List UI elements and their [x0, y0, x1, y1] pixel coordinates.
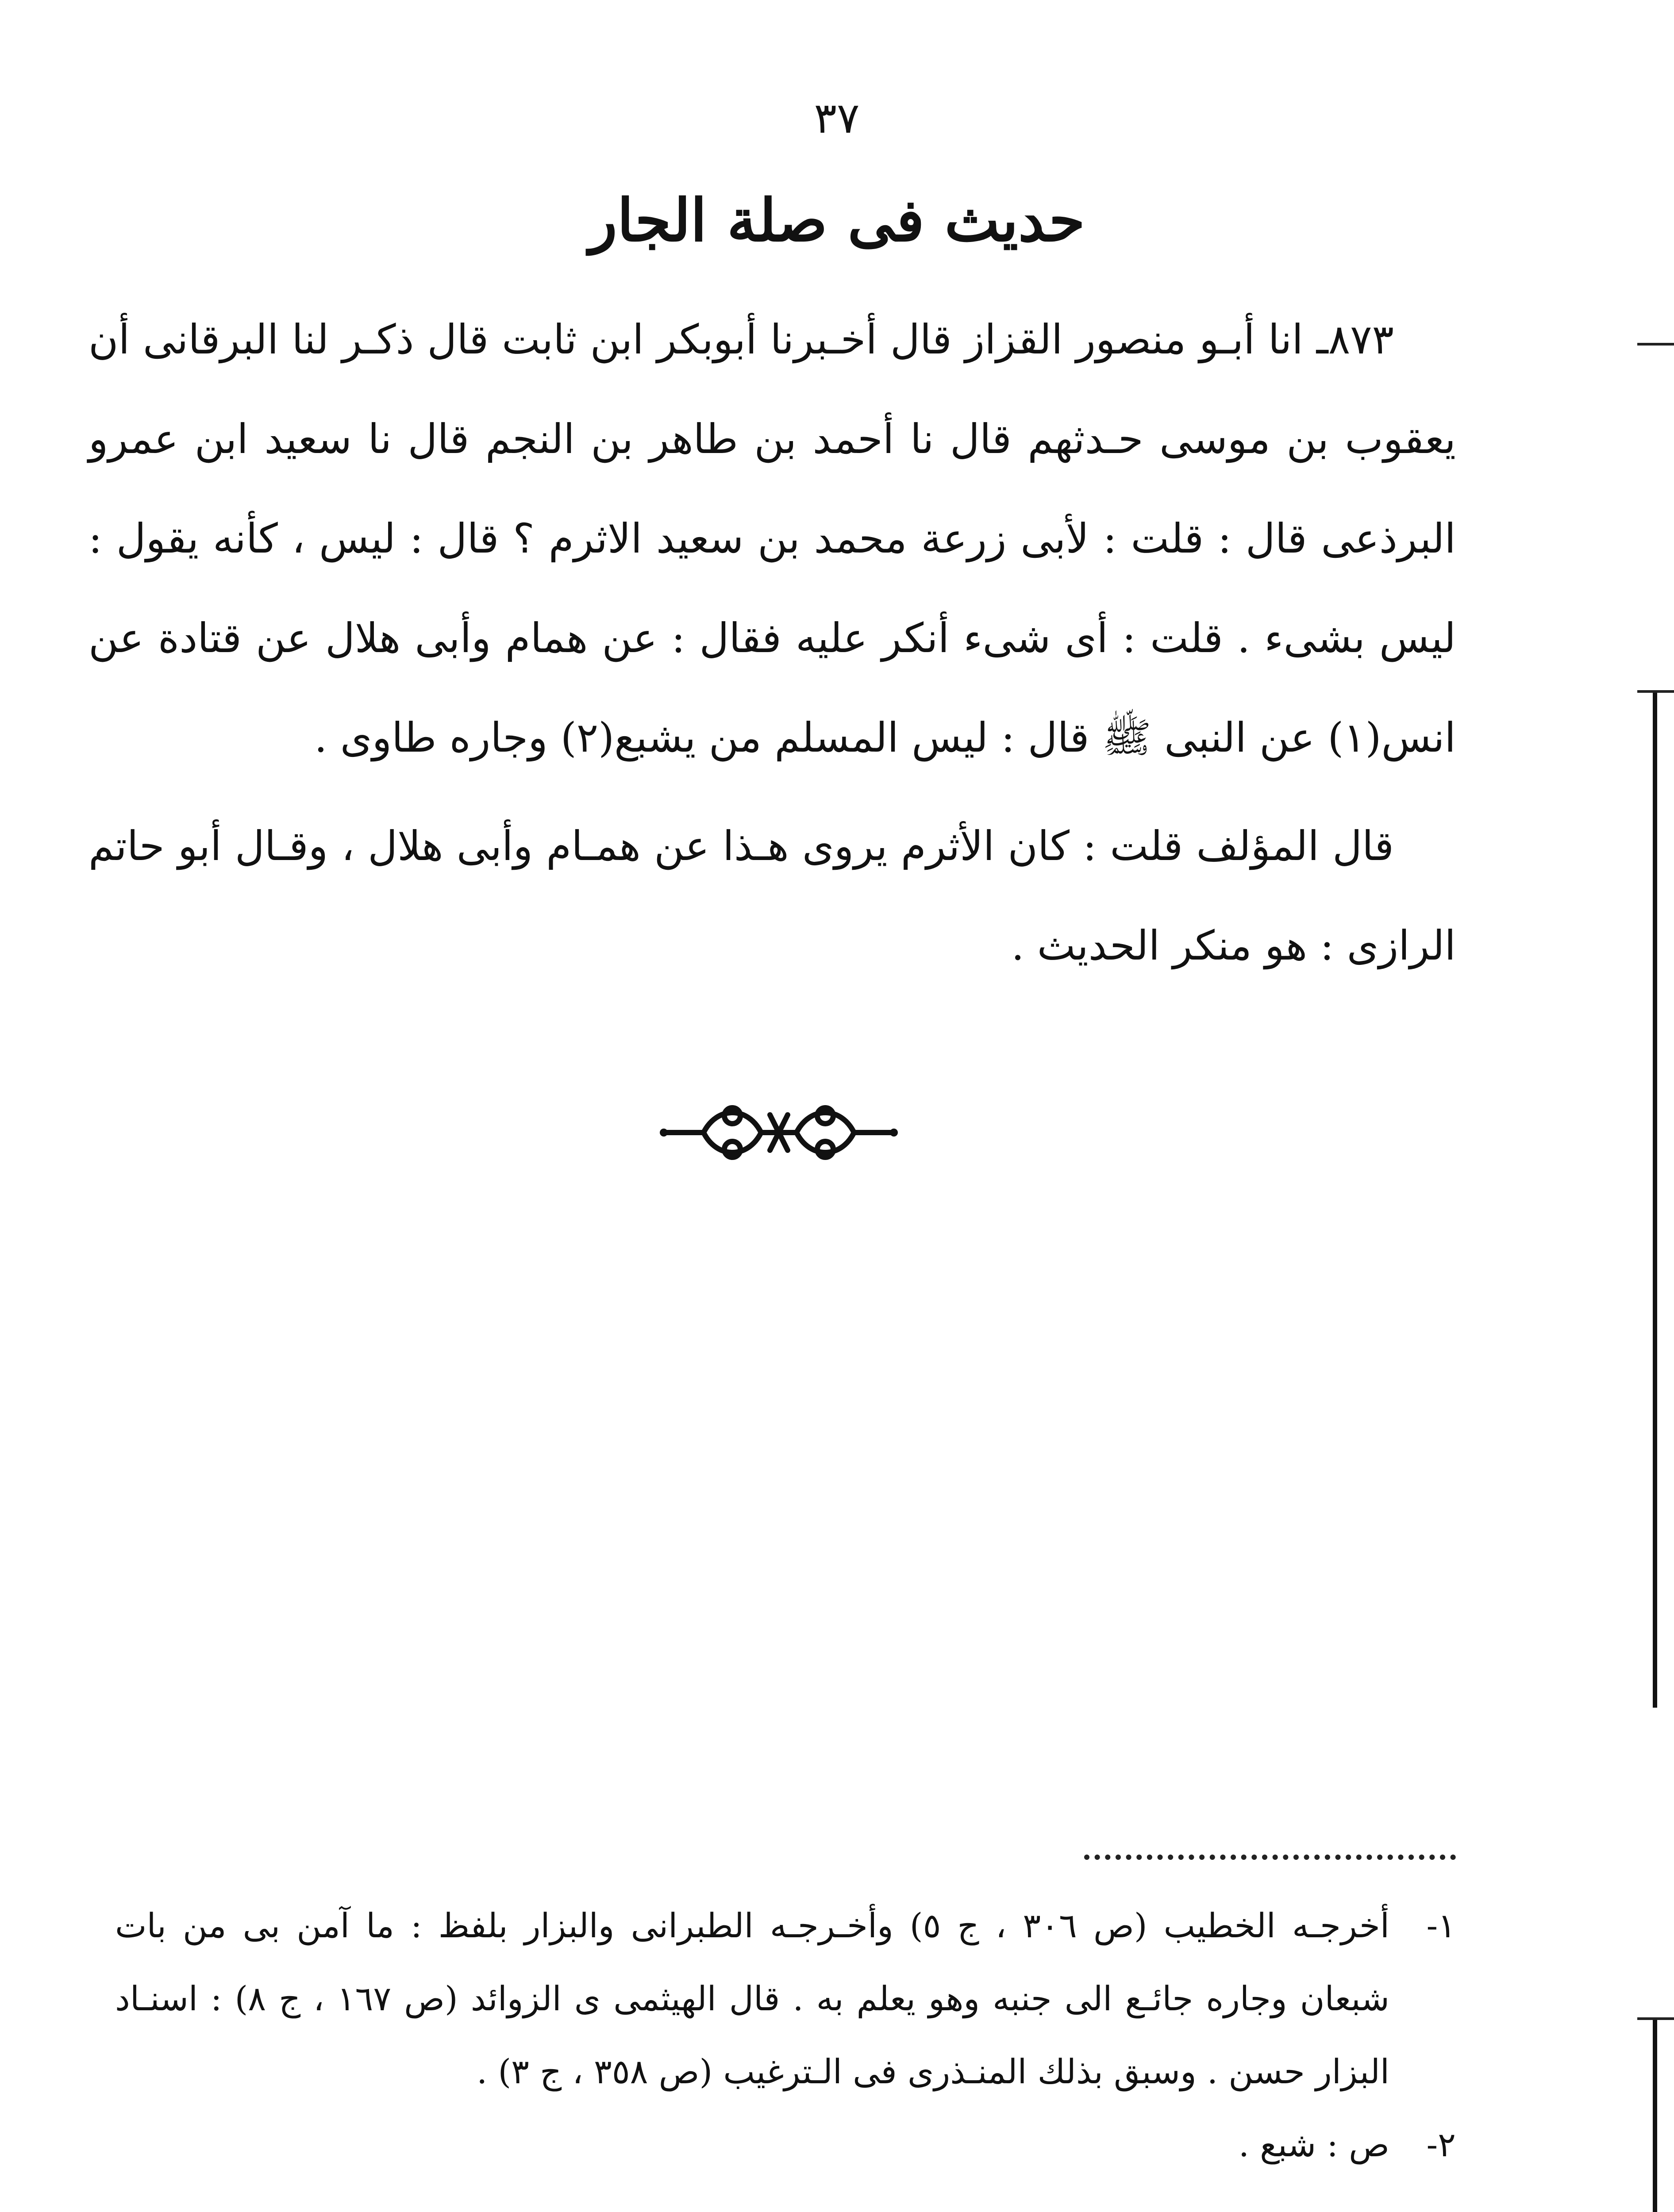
page-number: ٣٧ [814, 93, 860, 143]
chapter-title: حديث فى صلة الجار [589, 186, 1085, 255]
footnote-separator [1084, 1855, 1456, 1860]
footnote-2 [115, 2108, 1456, 2181]
paragraph-hadith: ٨٧٣ـ انا أبـو منصور القزاز قال أخـبرنا أبوبكر ابن ثابت قال ذكـر لنا البرقانى أن يعقوب بن موسى حـدثهم قال نا أحمد بن طاهر بن النجم قال نا سعيد ابن عمرو البرذعى قال : قلت : لأبى زرعة محمد بن سعيد الاثرم ؟ قال : ليس ، كأنه يقول : ليس بشىء . قلت : أى شىء أنكر عليه فقال : عن همام وأبى هلال عن قتادة عن انس(١) عن النبى ﷺ قال : ليس المسلم من يشبع(٢) وجاره طاوى . [89, 316, 1456, 761]
footnote-number: ١- [1426, 1906, 1456, 1945]
main-text [89, 290, 1456, 995]
scan-edge-tick [1637, 343, 1674, 346]
scan-edge-tick [1637, 2017, 1674, 2020]
scan-edge-line [1653, 2017, 1657, 2212]
paragraph-author-note: قال المؤلف قلت : كان الأثرم يروى هـذا عن همـام وأبى هلال ، وقـال أبو حاتم الرازى : هو منكر الحديث . [89, 822, 1456, 969]
footnote-text: ص : شبع . [1238, 2125, 1389, 2164]
footnotes [115, 1889, 1456, 2181]
footnote-text: أخرجـه الخطيب (ص ٣٠٦ ، ج ٥) وأخـرجـه الطبرانى والبزار بلفظ : ما آمن بى من بات شبعان وجاره جائـع الى جنبه وهو يعلم به . قال الهيثمى ى الزوائد (ص ١٦٧ ، ج ٨) : اسنـاد البزار حسن . وسبق بذلك المنـذرى فى الـترغيب (ص ٣٥٨ ، ج ٣) . [115, 1906, 1390, 2091]
footnote-1 [115, 1889, 1456, 2108]
scan-edge-tick [1637, 690, 1674, 693]
scan-edge-line [1653, 690, 1657, 1708]
floral-ornament-icon [655, 1088, 903, 1177]
footnote-number: ٢- [1426, 2125, 1456, 2164]
